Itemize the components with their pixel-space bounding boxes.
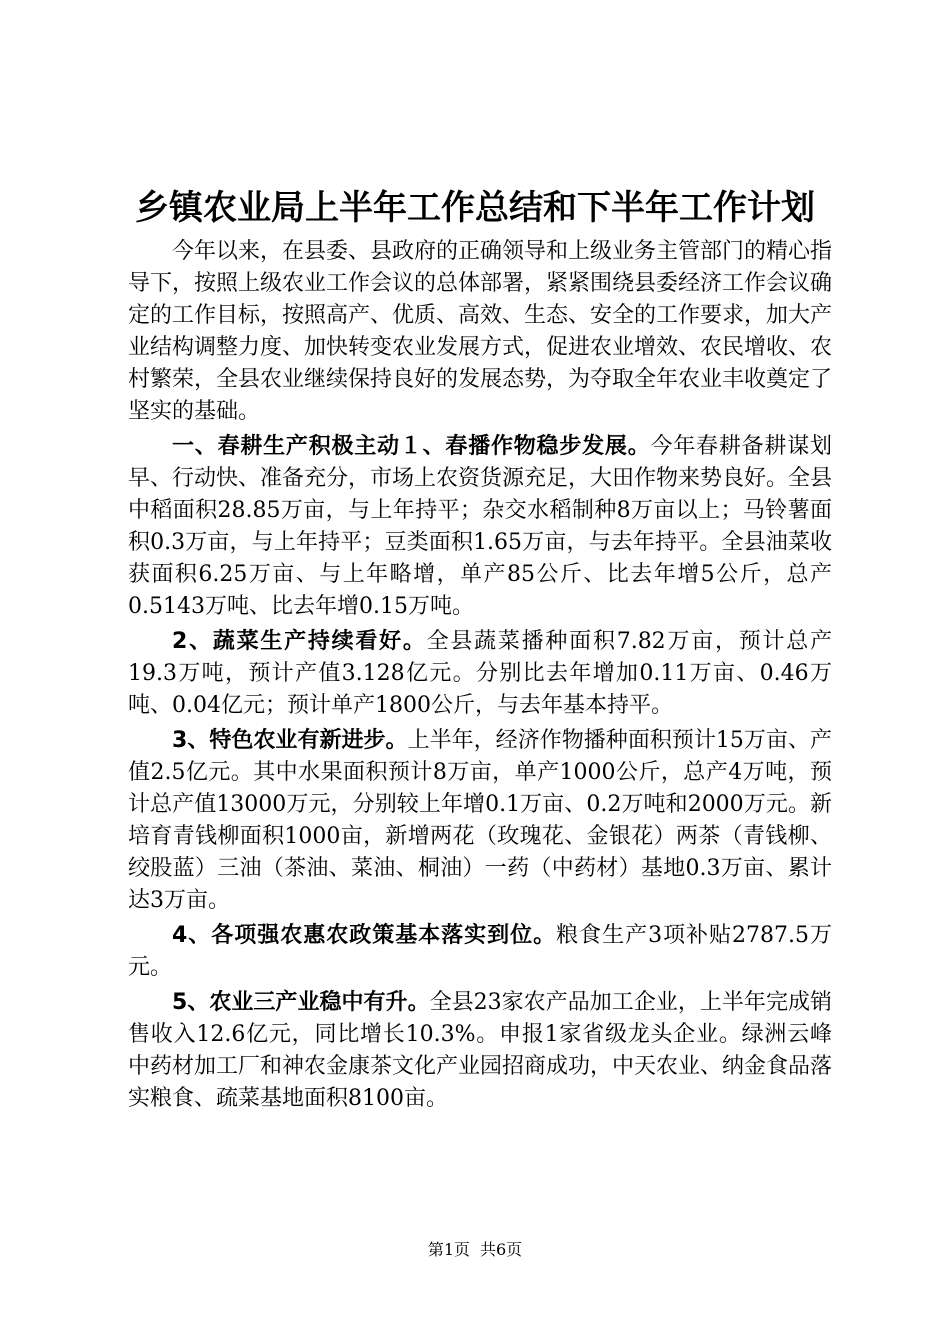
section-heading-3: 3、特色农业有新进步。 [172,728,408,753]
section-text-5: 全县23家农产品加工企业，上半年完成销售收入12.6亿元，同比增长10.3%。申报1家省级龙头企业。绿洲云峰中药材加工厂和神农金康茶文化产业园招商成功，中天农业、纳金食品落实粮食、疏菜基地面积8100亩。 [128,990,833,1111]
document-title: 乡镇农业局上半年工作总结和下半年工作计划 [135,188,815,228]
section-text-3: 上半年，经济作物播种面积预计15万亩、产值2.5亿元。其中水果面积预计8万亩，单产1000公斤，总产4万吨，预计总产值13000万元，分别较上年增0.1万亩、0.2万吨和2000万元。新培育青钱柳面积1000亩，新增两花（玫瑰花、金银花）两茶（青钱柳、绞股蓝）三油（茶油、菜油、桐油）一药（中药材）基地0.3万亩、累计达3万亩。 [128,728,833,913]
document-body [128,236,832,1115]
intro-paragraph: 今年以来，在县委、县政府的正确领导和上级业务主管部门的精心指导下，按照上级农业工作会议的总体部署，紧紧围绕县委经济工作会议确定的工作目标，按照高产、优质、高效、生态、安全的工作要求，加大产业结构调整力度、加快转变农业发展方式，促进农业增效、农民增收、农村繁荣，全县农业继续保持良好的发展态势，为夺取全年农业丰收奠定了坚实的基础。 [128,239,833,424]
section-paragraph-3 [128,725,832,917]
section-paragraph-2 [128,626,832,722]
section-heading-4: 4、各项强农惠农政策基本落实到位。 [172,923,557,948]
section-heading-5: 5、农业三产业稳中有升。 [172,990,430,1015]
section-paragraph-5 [128,987,832,1115]
section-heading-1: 一、春耕生产积极主动１、春播作物稳步发展。 [172,434,651,459]
section-text-4: 粮食生产3项补贴2787.5万元。 [128,923,832,980]
section-heading-2: 2、蔬菜生产持续看好。 [172,629,427,654]
section-paragraph-4 [128,920,832,984]
page-footer [0,1240,950,1260]
section-text-1: 今年春耕备耕谋划早、行动快、准备充分，市场上农资货源充足，大田作物来势良好。全县中稻面积28.85万亩，与上年持平；杂交水稻制种8万亩以上；马铃薯面积0.3万亩，与上年持平；豆类面积1.65万亩，与去年持平。全县油菜收获面积6.25万亩、与上年略增，单产85公斤、比去年增5公斤，总产0.5143万吨、比去年增0.15万吨。 [128,434,833,619]
page-total: 共6页 [480,1240,523,1259]
section-paragraph-1 [128,431,832,623]
section-text-2: 全县蔬菜播种面积7.82万亩，预计总产19.3万吨，预计产值3.128亿元。分别比去年增加0.11万亩、0.46万吨、0.04亿元；预计单产1800公斤，与去年基本持平。 [128,629,832,718]
page-number: 第1页 [427,1240,470,1259]
